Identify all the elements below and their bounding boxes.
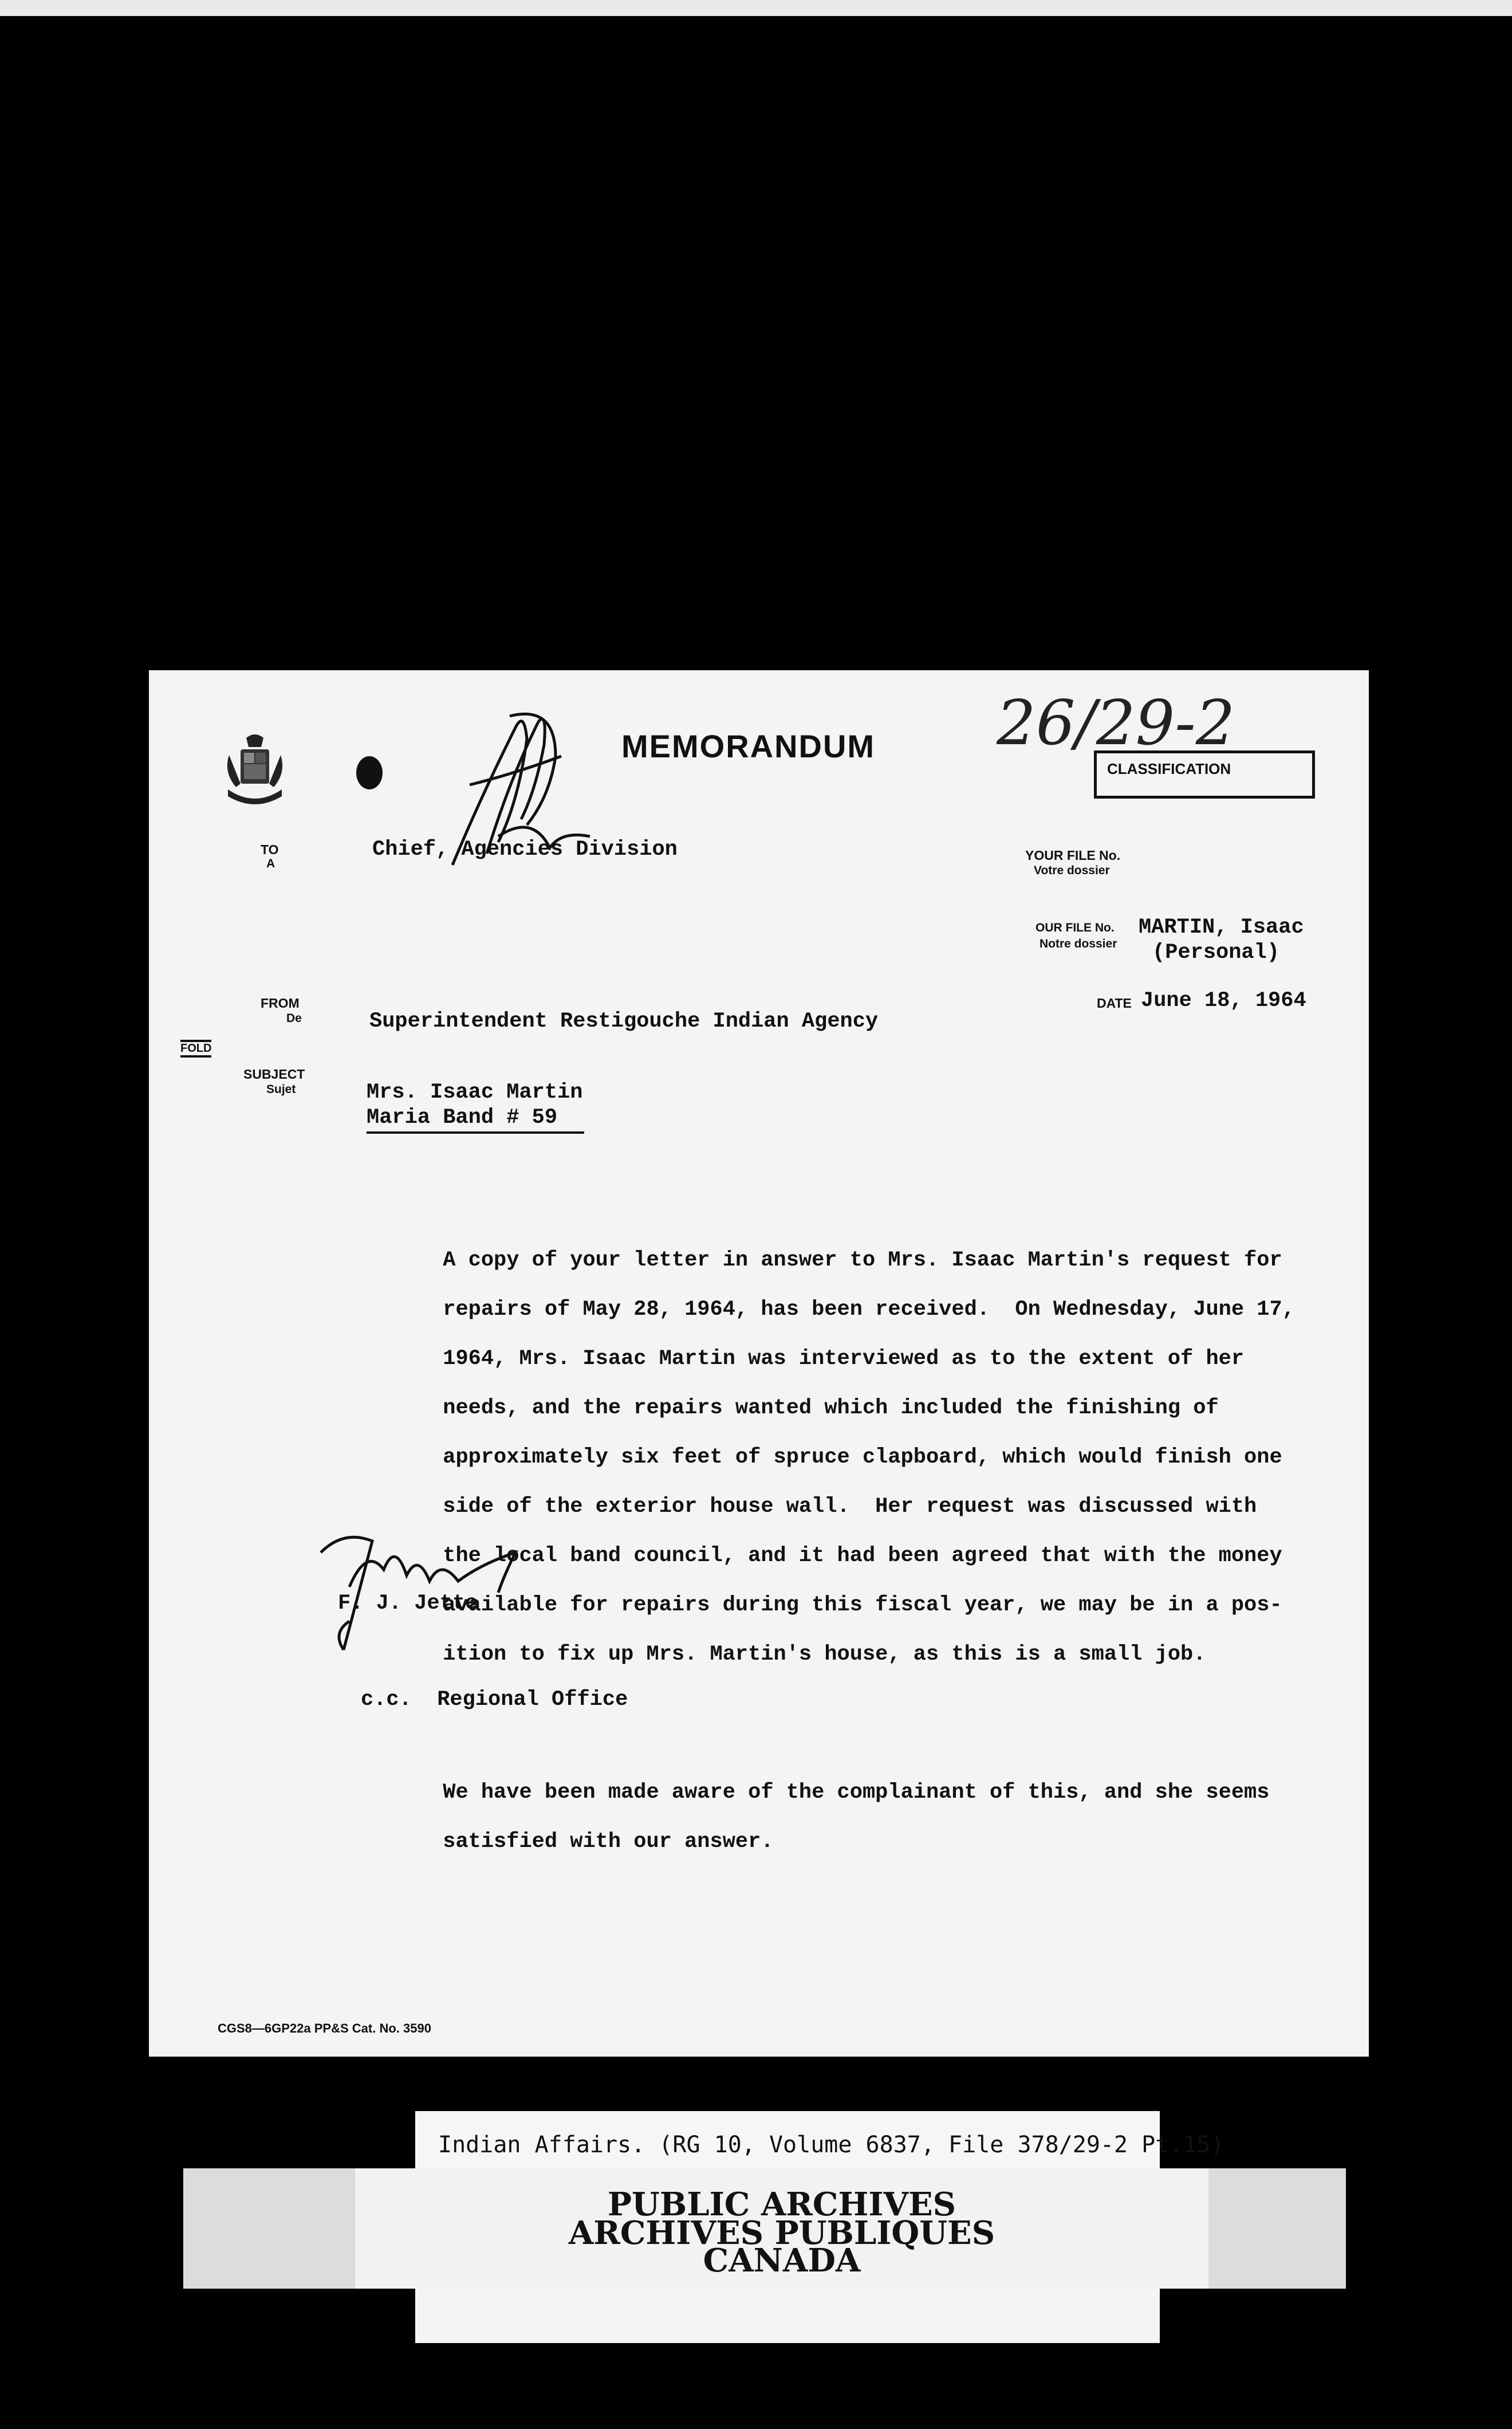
- form-title: MEMORANDUM: [621, 728, 876, 764]
- fold-label: FOLD: [180, 1040, 211, 1058]
- your-file-label: YOUR FILE No.: [1025, 848, 1121, 863]
- archive-label-lower: [415, 2286, 1160, 2343]
- body-line: repairs of May 28, 1964, has been received. On Wednesday, June 17,: [443, 1298, 1295, 1322]
- date-value: June 18, 1964: [1141, 989, 1306, 1013]
- handwritten-signature: [309, 1518, 550, 1661]
- our-file-value-line1: MARTIN, Isaac: [1139, 915, 1304, 940]
- subject-label-fr: Sujet: [266, 1083, 296, 1096]
- stamp-line-2: ARCHIVES PUBLIQUES: [568, 2214, 995, 2252]
- our-file-label: OUR FILE No.: [1035, 921, 1115, 934]
- body-line: side of the exterior house wall. Her request was discussed with: [443, 1495, 1257, 1519]
- subject-underline: [367, 1131, 584, 1134]
- body-line: 1964, Mrs. Isaac Martin was interviewed as to the extent of her: [443, 1347, 1245, 1371]
- from-value: Superintendent Restigouche Indian Agency: [369, 1009, 879, 1033]
- body-paragraph-2: [367, 1756, 1283, 1879]
- subject-line2: Maria Band # 59: [367, 1106, 558, 1130]
- stamp-line-3: CANADA: [703, 2242, 861, 2279]
- body-line: satisfied with our answer.: [443, 1830, 774, 1854]
- from-label-fr: De: [286, 1012, 302, 1025]
- from-label: FROM: [261, 996, 300, 1011]
- ink-blot: [356, 756, 383, 789]
- our-file-label-fr: Notre dossier: [1040, 937, 1117, 950]
- our-file-value-line2: (Personal): [1152, 941, 1280, 965]
- to-label-fr: A: [266, 857, 275, 870]
- archive-stamp: [355, 2168, 1208, 2289]
- body-line: ition to fix up Mrs. Martin's house, as this is a small job.: [443, 1642, 1206, 1667]
- subject-label: SUBJECT: [243, 1067, 305, 1082]
- archive-reference: Indian Affairs. (RG 10, Volume 6837, File 378/29-2 Pt.15): [438, 2132, 1224, 2158]
- classification-box: [1094, 750, 1315, 799]
- body-line: available for repairs during this fiscal year, we may be in a pos-: [443, 1593, 1282, 1617]
- classification-label: CLASSIFICATION: [1107, 760, 1231, 777]
- signatory-name: F. J. Jette: [338, 1591, 478, 1616]
- scan-top-strip: [0, 0, 1512, 16]
- handwritten-file-number: 26/29-2: [997, 687, 1235, 759]
- archive-stamp-band: [183, 2168, 1346, 2289]
- body-line: We have been made aware of the complainant of this, and she seems: [443, 1781, 1270, 1805]
- to-value: Chief, Agencies Division: [372, 838, 678, 862]
- memorandum-page: [149, 670, 1369, 2057]
- body-line: A copy of your letter in answer to Mrs. Isaac Martin's request for: [443, 1248, 1282, 1272]
- subject-line1: Mrs. Isaac Martin: [367, 1080, 583, 1105]
- to-label: TO: [261, 842, 279, 857]
- body-line: approximately six feet of spruce clapboard, which would finish one: [443, 1445, 1282, 1469]
- stamp-line-1: PUBLIC ARCHIVES: [607, 2186, 956, 2223]
- coat-of-arms-icon: [223, 732, 286, 812]
- archive-reference-label: [415, 2111, 1224, 2174]
- cc-line: c.c. Regional Office: [361, 1688, 628, 1712]
- body-line: the local band council, and it had been agreed that with the money: [443, 1544, 1282, 1568]
- body-line: needs, and the repairs wanted which included the finishing of: [443, 1396, 1219, 1420]
- your-file-label-fr: Votre dossier: [1034, 864, 1110, 877]
- form-number: CGS8—6GP22a PP&S Cat. No. 3590: [218, 2021, 431, 2035]
- date-label: DATE: [1097, 996, 1132, 1011]
